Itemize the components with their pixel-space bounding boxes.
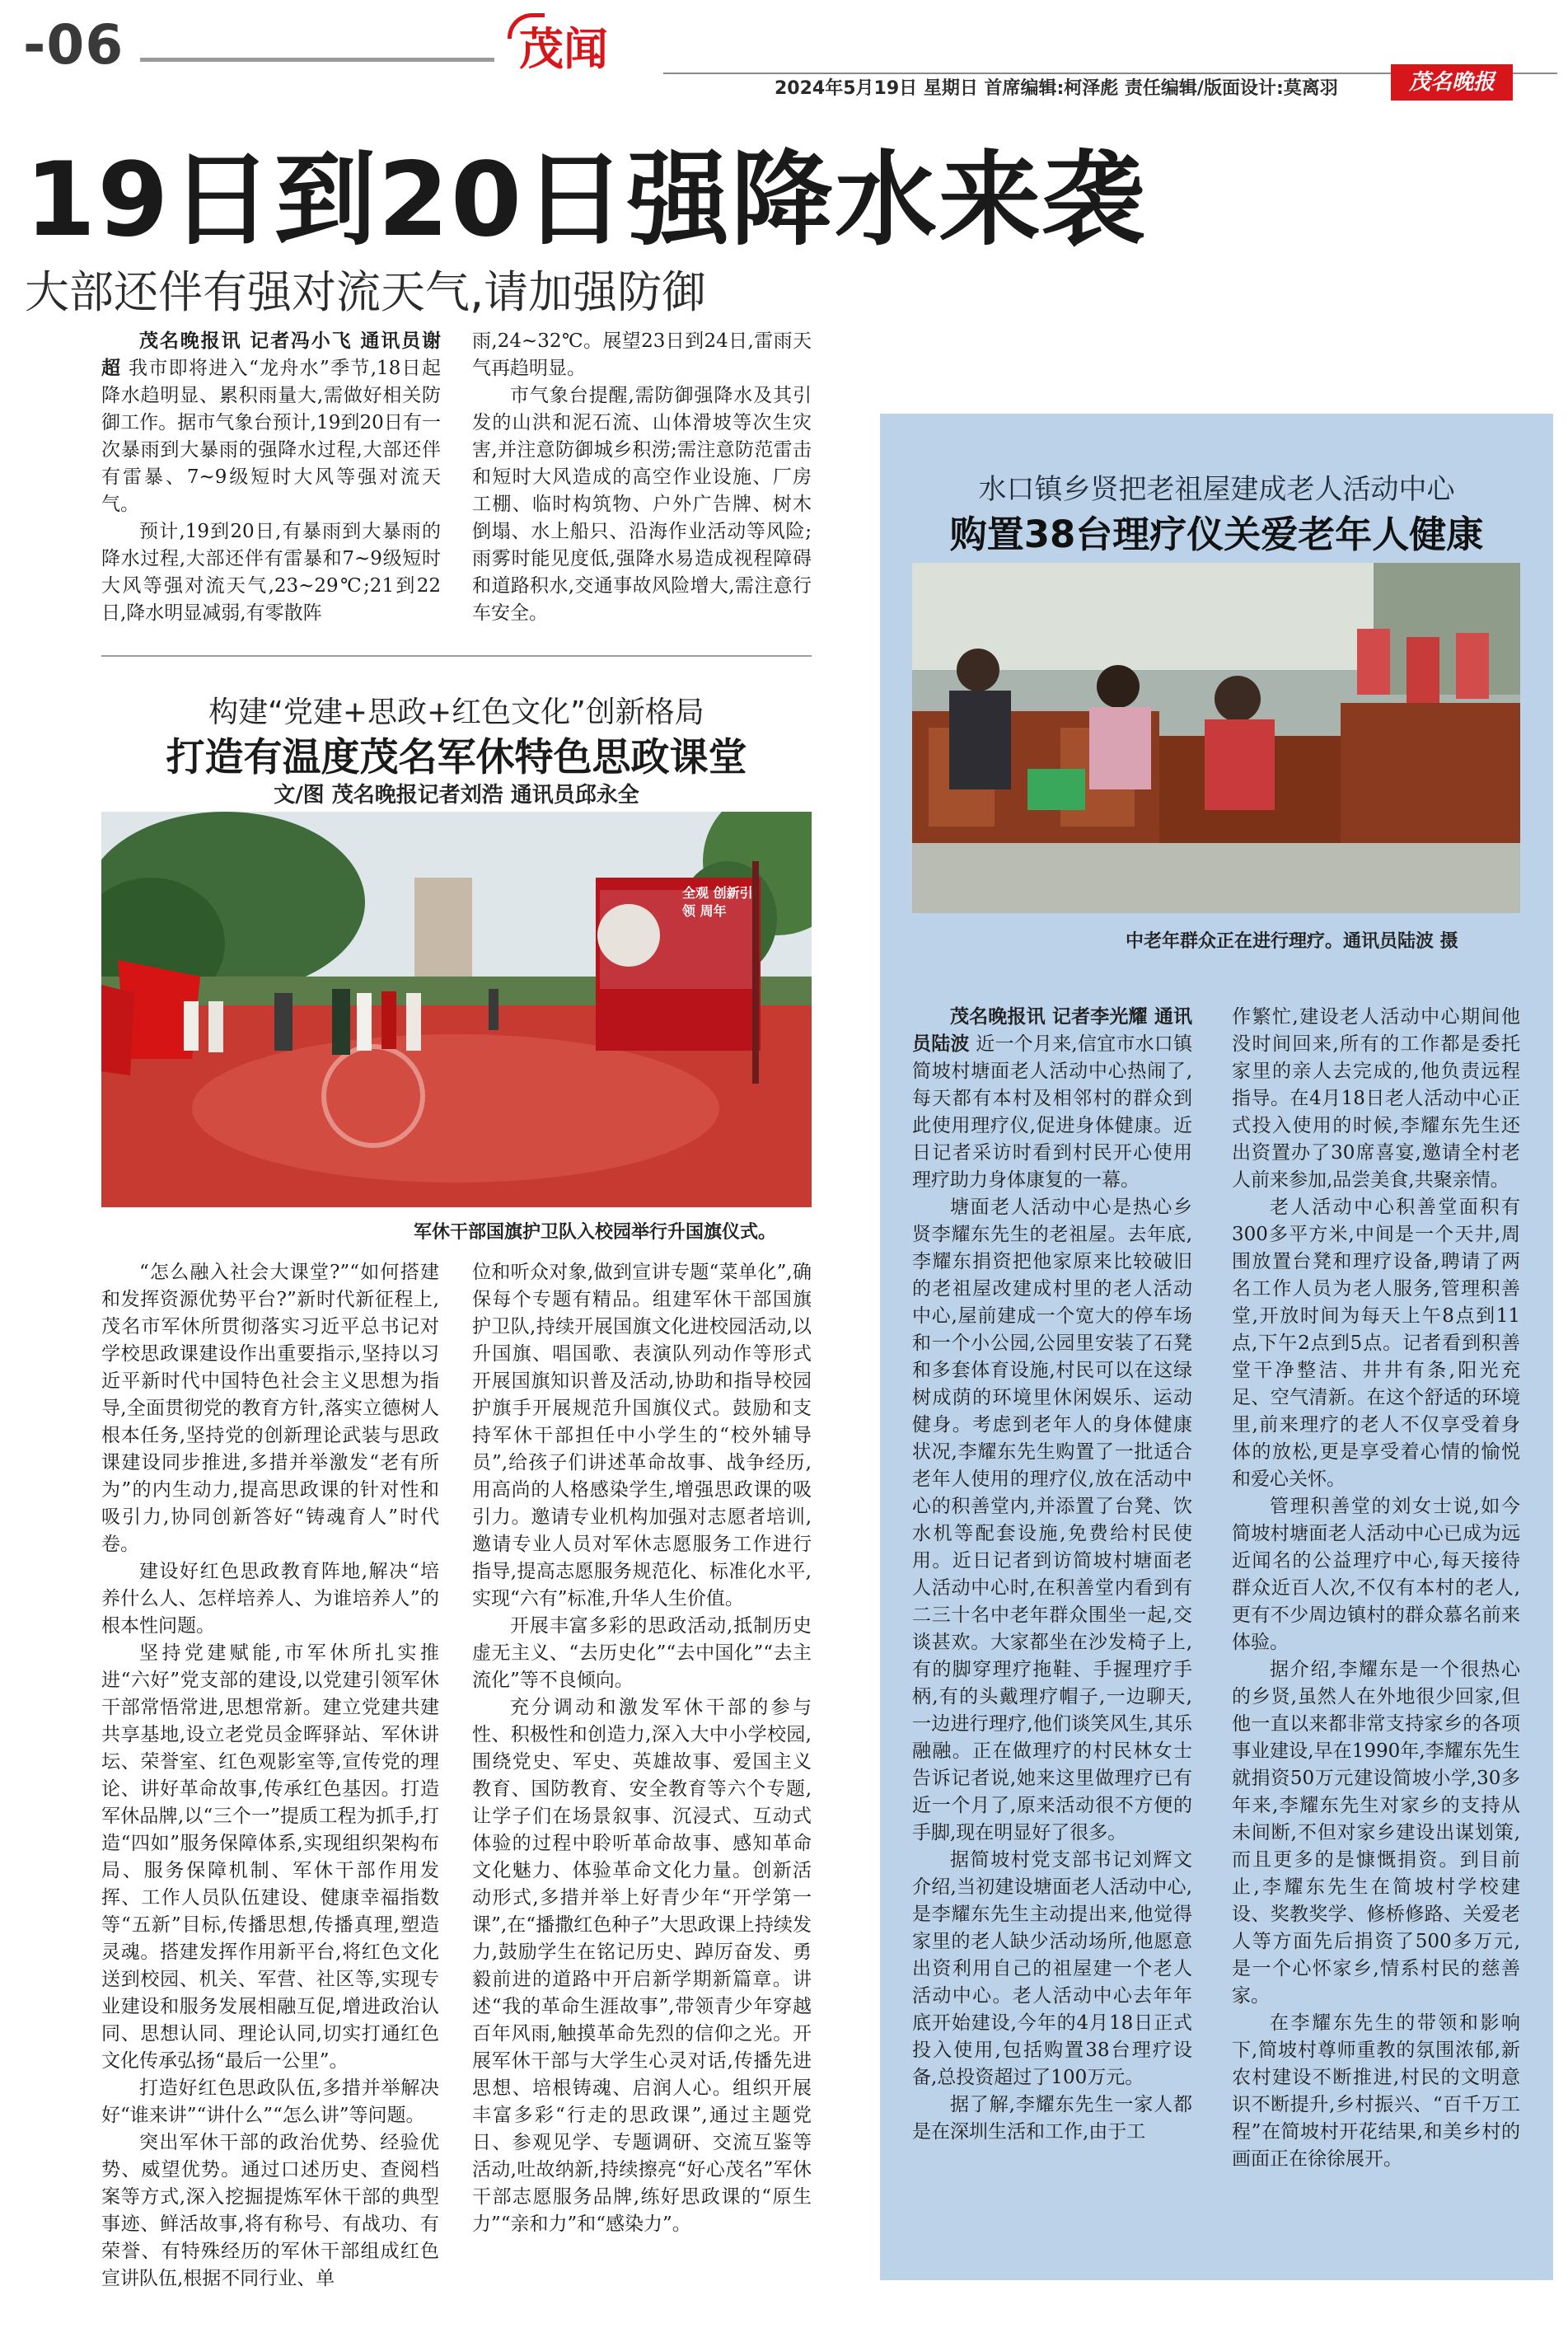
article1-column-1 xyxy=(101,328,441,627)
article1-byline: 茂名晚报讯 记者冯小飞 通讯员谢超 xyxy=(101,330,441,379)
article3-title: 购置38台理疗仪关爱老年人健康 xyxy=(949,513,1484,556)
article1-paragraph: 我市即将进入“龙舟水”季节,18日起降水趋明显、累积雨量大,需做好相关防御工作。据市气象台预计,19到20日有一次暴雨到大暴雨的强降水过程,大部还伴有雷暴、7~9级短时大风等强对流天气。 xyxy=(101,358,441,515)
article3-photo-caption: 中老年群众正在进行理疗。通讯员陆波 摄 xyxy=(1126,931,1458,952)
main-subhead: 大部还伴有强对流天气,请加强防御 xyxy=(25,266,707,318)
article2-byline: 文/图 茂名晚报记者刘浩 通讯员邱永全 xyxy=(274,783,639,808)
article2-paragraph: 建设好红色思政教育阵地,解决“培养什么人、怎样培养人、为谁培养人”的根本性问题。 xyxy=(101,1561,439,1637)
article3-paragraph: 作繁忙,建设老人活动中心期间他没时间回来,所有的工作都是委托家里的亲人去完成的,他负责远程指导。在4月18日老人活动中心正式投入使用的时候,李耀东先生还出资置办了30席喜宴,邀请全村老人前来参加,品尝美食,共聚亲情。 xyxy=(1232,1006,1520,1191)
article3-paragraph: 老人活动中心积善堂面积有300多平方米,中间是一个天井,周围放置台凳和理疗设备,聘请了两名工作人员为老人服务,管理积善堂,开放时间为每天上午8点到11点,下午2点到5点。记者看到积善堂干净整洁、井井有条,阳光充足、空气清新。在这个舒适的环境里,前来理疗的老人不仅享受着身体的放松,更是享受着心情的愉悦和爱心关怀。 xyxy=(1232,1197,1520,1490)
article3-kicker: 水口镇乡贤把老祖屋建成老人活动中心 xyxy=(978,473,1455,506)
article2-paragraph: 坚持党建赋能,市军休所扎实推进“六好”党支部的建设,以党建引领军休干部常悟常进,思想常新。建立党建共建共享基地,设立老党员金晖驿站、军休讲坛、荣誉室、红色观影室等,宣传党的理论、讲好革命故事,传承红色基因。打造军休品牌,以“三个一”提质工程为抓手,打造“四如”服务保障体系,实现组织架构布局、服务保障机制、军休干部作用发挥、工作人员队伍建设、健康幸福指数等“五新”目标,传播思想,传播真理,塑造灵魂。搭建发挥作用新平台,将红色文化送到校园、机关、军营、社区等,实现专业建设和服务发展相融互促,增进政治认同、思想认同、理论认同,切实打通红色文化传承弘扬“最后一公里”。 xyxy=(101,1642,439,2072)
section-divider xyxy=(101,655,812,657)
article2-paragraph: 开展丰富多彩的思政活动,抵制历史虚无主义、“去历史化”“去中国化”“去主流化”等不良倾向。 xyxy=(472,1615,812,1691)
article3-column-1 xyxy=(912,1004,1192,2146)
article2-column-1 xyxy=(101,1259,439,2293)
article1-paragraph: 雨,24~32℃。展望23日到24日,雷雨天气再趋明显。 xyxy=(472,330,812,379)
article1-paragraph: 市气象台提醒,需防御强降水及其引发的山洪和泥石流、山体滑坡等次生灾害,并注意防御城乡积涝;需注意防范雷击和短时大风造成的高空作业设施、厂房工棚、临时构筑物、户外广告牌、树木倒塌、水上船只、沿海作业活动等风险;雨雾时能见度低,强降水易造成视程障碍和道路积水,交通事故风险增大,需注意行车安全。 xyxy=(472,385,812,624)
article1-column-2 xyxy=(472,328,812,627)
physiotherapy-photo xyxy=(912,563,1520,913)
header-rule xyxy=(140,58,494,62)
article2-photo-caption: 军休干部国旗护卫队入校园举行升国旗仪式。 xyxy=(414,1222,777,1243)
article2-paragraph: 充分调动和激发军休干部的参与性、积极性和创造力,深入大中小学校园,围绕党史、军史、英雄故事、爱国主义教育、国防教育、安全教育等六个专题,让学子们在场景叙事、沉浸式、互动式体验的过程中聆听革命故事、感知革命文化魅力、体验革命文化力量。创新活动形式,多措并举上好青少年“开学第一课”,在“播撒红色种子”大思政课上持续发力,鼓励学生在铭记历史、踔厉奋发、勇毅前进的道路中开启新学期新篇章。讲述“我的革命生涯故事”,带领青少年穿越百年风雨,触摸革命先烈的信仰之光。开展军休干部与大学生心灵对话,传播先进思想、培根铸魂、启润人心。组织开展丰富多彩“行走的思政课”,通过主题党日、参观见学、专题调研、交流互鉴等活动,吐故纳新,持续擦亮“好心茂名”军休干部志愿服务品牌,练好思政课的“原生力”“亲和力”和“感染力”。 xyxy=(472,1697,812,2235)
article1-paragraph: 预计,19到20日,有暴雨到大暴雨的降水过程,大部还伴有雷暴和7~9级短时大风等强对流天气,23~29℃;21到22日,降水明显减弱,有零散阵 xyxy=(101,521,441,624)
article3-paragraph: 塘面老人活动中心是热心乡贤李耀东先生的老祖屋。去年底,李耀东捐资把他家原来比较破旧的老祖屋改建成村里的老人活动中心,屋前建成一个宽大的停车场和一个小公园,公园里安装了石凳和多套体育设施,村民可以在这绿树成荫的环境里休闲娱乐、运动健身。考虑到老年人的身体健康状况,李耀东先生购置了一批适合老年人使用的理疗仪,放在活动中心的积善堂内,并添置了台凳、饮水机等配套设施,免费给村民使用。近日记者到访简坡村塘面老人活动中心时,在积善堂内看到有二三十名中老年群众围坐一起,交谈甚欢。大家都坐在沙发椅子上,有的脚穿理疗拖鞋、手握理疗手柄,有的头戴理疗帽子,一边聊天,一边进行理疗,他们谈笑风生,其乐融融。正在做理疗的村民林女士告诉记者说,她来这里做理疗已有近一个月了,原来活动很不方便的手脚,现在明显好了很多。 xyxy=(912,1197,1192,1843)
article3-byline: 茂名晚报讯 记者李光耀 通讯员陆波 xyxy=(912,1006,1192,1055)
page-number: -06 xyxy=(23,13,124,77)
article3-paragraph: 在李耀东先生的带领和影响下,简坡村尊师重教的氛围浓郁,新农村建设不断推进,村民的文明意识不断提升,乡村振兴、“百千万工程”在简坡村开花结果,和美乡村的画面正在徐徐展开。 xyxy=(1232,2012,1520,2170)
article3-paragraph: 据了解,李耀东先生一家人都是在深圳生活和工作,由于工 xyxy=(912,2094,1192,2143)
header-info: 2024年5月19日 星期日 首席编辑:柯泽彪 责任编辑/版面设计:莫离羽 xyxy=(775,78,1338,99)
article2-title: 打造有温度茂名军休特色思政课堂 xyxy=(166,735,747,780)
article3-column-2 xyxy=(1232,1004,1520,2173)
article3-paragraph: 据简坡村党支部书记刘辉文介绍,当初建设塘面老人活动中心,是李耀东先生主动提出来,他觉得家里的老人缺少活动场所,他愿意出资利用自己的祖屋建一个老人活动中心。老人活动中心去年年底开始建设,今年的4月18日正式投入使用,包括购置38台理疗设备,总投资超过了100万元。 xyxy=(912,1849,1192,2088)
article3-paragraph: 据介绍,李耀东是一个很热心的乡贤,虽然人在外地很少回家,但他一直以来都非常支持家乡的各项事业建设,早在1990年,李耀东先生就捐资50万元建设简坡小学,30多年来,李耀东先生对家乡的支持从未间断,不但对家乡建设出谋划策,而且更多的是慷慨捐资。到目前止,李耀东先生在简坡村学校建设、奖教奖学、修桥修路、关爱老人等方面先后捐资了500多万元,是一个心怀家乡,情系村民的慈善家。 xyxy=(1232,1659,1520,2007)
banner-text: 全观 创新引领 周年 xyxy=(682,885,753,919)
flag-ceremony-photo xyxy=(101,812,812,1207)
article3-paragraph: 近一个月来,信宜市水口镇简坡村塘面老人活动中心热闹了,每天都有本村及相邻村的群众到此使用理疗仪,促进身体健康。近日记者采访时看到村民开心使用理疗助力身体康复的一幕。 xyxy=(912,1033,1193,1191)
article2-paragraph: 打造好红色思政队伍,多措并举解决好“谁来讲”“讲什么”“怎么讲”等问题。 xyxy=(101,2077,439,2126)
main-headline: 19日到20日强降水来袭 xyxy=(25,141,1147,260)
article2-paragraph: “怎么融入社会大课堂?”“如何搭建和发挥资源优势平台?”新时代新征程上,茂名市军休所贯彻落实习近平总书记对学校思政课建设作出重要指示,坚持以习近平新时代中国特色社会主义思想为指导,全面贯彻党的教育方针,落实立德树人根本任务,坚持党的创新理论武装与思政课建设同步推进,多措并举激发“老有所为”的内生动力,提高思政课的针对性和吸引力,协同创新答好“铸魂育人”时代卷。 xyxy=(101,1262,439,1555)
article2-paragraph: 突出军休干部的政治优势、经验优势、威望优势。通过口述历史、查阅档案等方式,深入挖掘提炼军休干部的典型事迹、鲜活故事,将有称号、有战功、有荣誉、有特殊经历的军休干部组成红色宣讲队伍,根据不同行业、单 xyxy=(101,2132,439,2289)
article2-kicker: 构建“党建+思政+红色文化”创新格局 xyxy=(208,696,704,729)
section-logo: 茂闻 xyxy=(519,26,608,71)
article3-paragraph: 管理积善堂的刘女士说,如今简坡村塘面老人活动中心已成为远近闻名的公益理疗中心,每天接待群众近百人次,不仅有本村的老人,更有不少周边镇村的群众慕名前来体验。 xyxy=(1232,1496,1520,1653)
article2-column-2 xyxy=(472,1259,812,2238)
paper-logo: 茂名晚报 xyxy=(1391,64,1513,101)
article2-paragraph: 位和听众对象,做到宣讲专题“菜单化”,确保每个专题有精品。组建军休干部国旗护卫队,持续开展国旗文化进校园活动,以升国旗、唱国歌、表演队列动作等形式开展国旗知识普及活动,协助和指导校园护旗手开展规范升国旗仪式。鼓励和支持军休干部担任中小学生的“校外辅导员”,给孩子们讲述革命故事、战争经历,用高尚的人格感染学生,增强思政课的吸引力。邀请专业机构加强对志愿者培训,邀请专业人员对军休志愿服务工作进行指导,提高志愿服务规范化、标准化水平,实现“六有”标准,升华人生价值。 xyxy=(472,1262,812,1609)
